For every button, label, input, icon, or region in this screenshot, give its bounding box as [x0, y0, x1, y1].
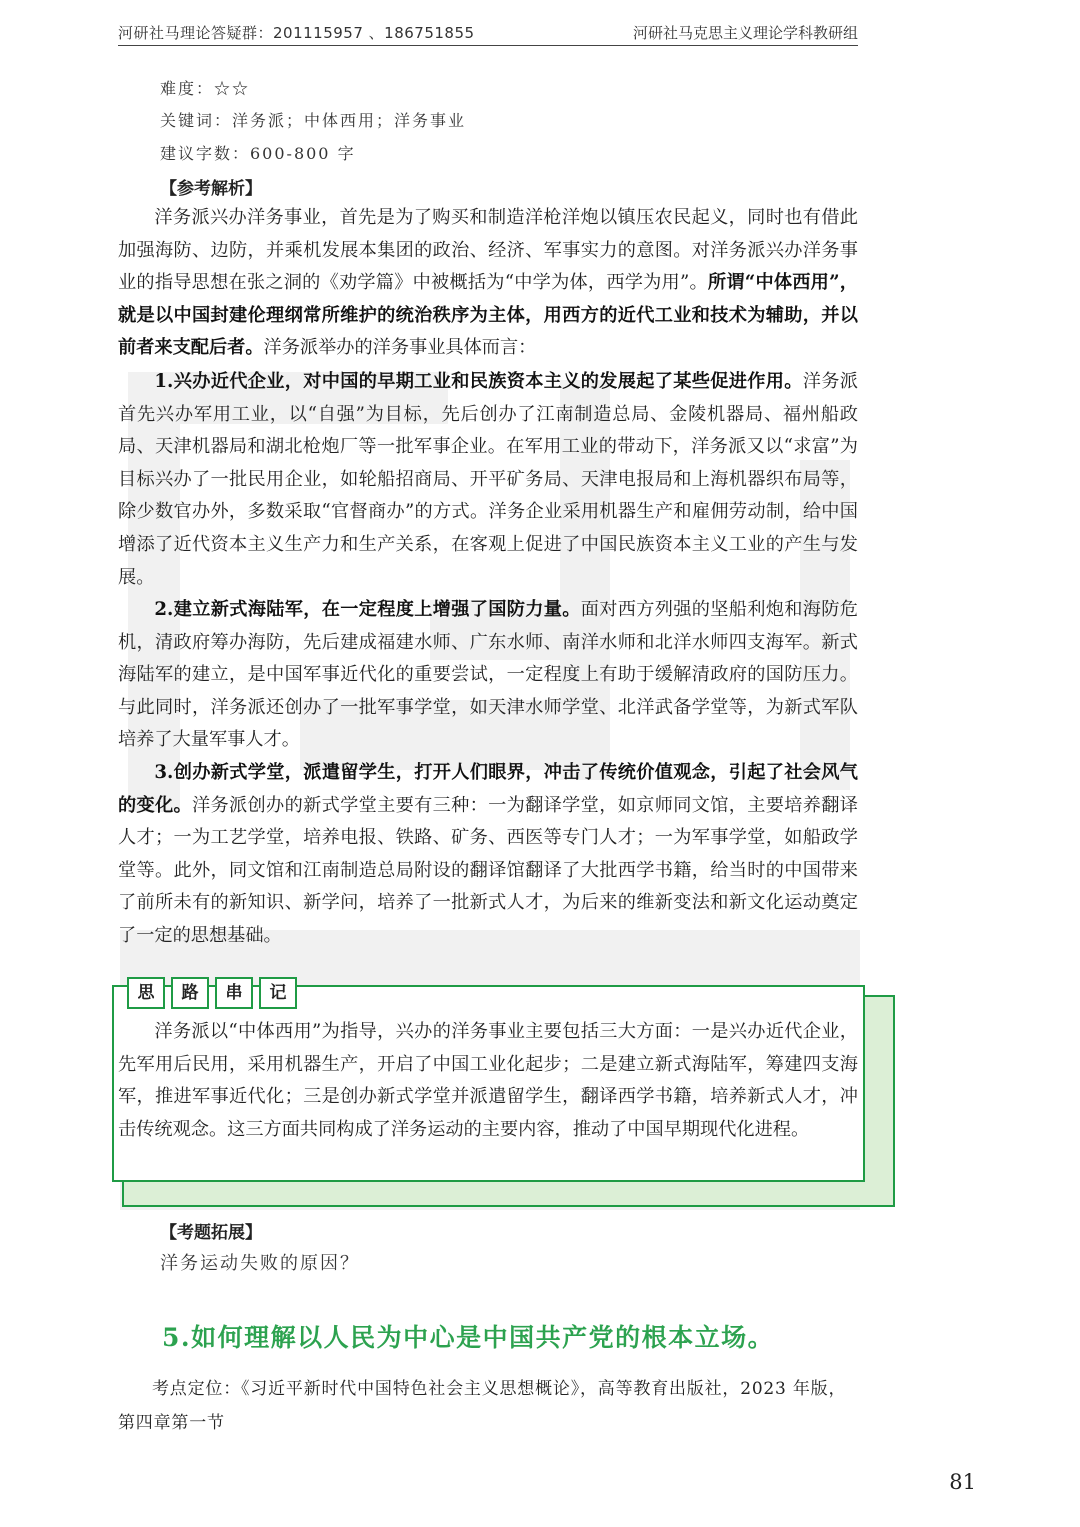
intro-text-a: 洋务派兴办洋务事业，首先是为了购买和制造洋枪洋炮以镇压农民起义，同时也有借此加强海防、边防，并乘机发展本集团的政治、经济、军事实力的意图。对洋务派兴办洋务事业的指导思想在张之洞的《劝学篇》中被概括为“中学为体，西学为用”。	[118, 207, 858, 294]
analysis-title: 【参考解析】	[160, 179, 262, 199]
question-5-location: 考点定位：《习近平新时代中国特色社会主义思想概论》，高等教育出版社，2023 年版，第四章第一节	[118, 1379, 847, 1433]
intro-text-b: 洋务派举办的洋务事业具体而言：	[263, 337, 537, 359]
point-2-text: 面对西方列强的坚船利炮和海防危机，清政府筹办海防，先后建成福建水师、广东水师、南洋水师和北洋水师四支海军。新式海陆军的建立，是中国军事近代化的重要尝试，一定程度上有助于缓解清政府的国防压力。与此同时，洋务派还创办了一批军事学堂，如天津水师学堂、北洋武备学堂等，为新式军队培养了大量军事人才。	[118, 599, 858, 751]
extension-question: 洋务运动失败的原因？	[160, 1253, 360, 1274]
summary-tag-1: 思	[127, 977, 165, 1009]
question-5-title: 5.如何理解以人民为中心是中国共产党的根本立场。	[162, 1323, 775, 1352]
difficulty-label: 难度：☆☆	[160, 79, 251, 98]
header-divider	[118, 45, 858, 46]
word-count-label: 建议字数：600-800 字	[160, 144, 356, 163]
page-number: 81	[949, 1470, 976, 1494]
point-2-paragraph	[118, 594, 858, 757]
point-2-heading: 2.建立新式海陆军，在一定程度上增强了国防力量。	[154, 599, 581, 620]
analysis-intro	[118, 202, 858, 365]
point-3-paragraph	[118, 757, 858, 953]
point-3-text: 洋务派创办的新式学堂主要有三种：一为翻译学堂，如京师同文馆，主要培养翻译人才；一为工艺学堂，培养电报、铁路、矿务、西医等专门人才；一为军事学堂，如船政学堂等。此外，同文馆和江南制造总局附设的翻译馆翻译了大批西学书籍，给当时的中国带来了前所未有的新知识、新学问，培养了一批新式人才，为后来的维新变法和新文化运动奠定了一定的思想基础。	[118, 794, 858, 946]
point-3-heading: 3.创办新式学堂，派遣留学生，打开人们眼界，冲击了传统价值观念，引起了社会风气的变化。	[118, 762, 858, 816]
extension-title: 【考题拓展】	[160, 1223, 262, 1243]
header-right-text: 河研社马克思主义理论学科教研组	[632, 24, 858, 42]
point-1-paragraph	[118, 366, 858, 594]
header-left-text: 河研社马理论答疑群：201115957 、186751855	[118, 24, 475, 42]
point-1-text: 洋务派首先兴办军用工业，以“自强”为目标，先后创办了江南制造总局、金陵机器局、福州船政局、天津机器局和湖北枪炮厂等一批军事企业。在军用工业的带动下，洋务派又以“求富”为目标兴办了一批民用企业，如轮船招商局、开平矿务局、天津电报局和上海机器织布局等，除少数官办外，多数采取“官督商办”的方式。洋务企业采用机器生产和雇佣劳动制，给中国增添了近代资本主义生产力和生产关系，在客观上促进了中国民族资本主义工业的产生与发展。	[118, 371, 858, 588]
summary-text: 洋务派以“中体西用”为指导，兴办的洋务事业主要包括三大方面：一是兴办近代企业，先军用后民用，采用机器生产，开启了中国工业化起步；二是建立新式海陆军，筹建四支海军，推进军事近代化；三是创办新式学堂并派遣留学生，翻译西学书籍，培养新式人才，冲击传统观念。这三方面共同构成了洋务运动的主要内容，推动了中国早期现代化进程。	[118, 1021, 858, 1140]
keywords-label: 关键词：洋务派；中体西用；洋务事业	[160, 111, 467, 130]
summary-tag-4: 记	[259, 977, 297, 1009]
intro-bold: 所谓“中体西用”，就是以中国封建伦理纲常所维护的统治秩序为主体，用西方的近代工业和技术为辅助，并以前者来支配后者。	[118, 272, 858, 359]
point-1-heading: 1.兴办近代企业，对中国的早期工业和民族资本主义的发展起了某些促进作用。	[154, 371, 803, 392]
summary-tag-2: 路	[171, 977, 209, 1009]
summary-tag-3: 串	[215, 977, 253, 1009]
